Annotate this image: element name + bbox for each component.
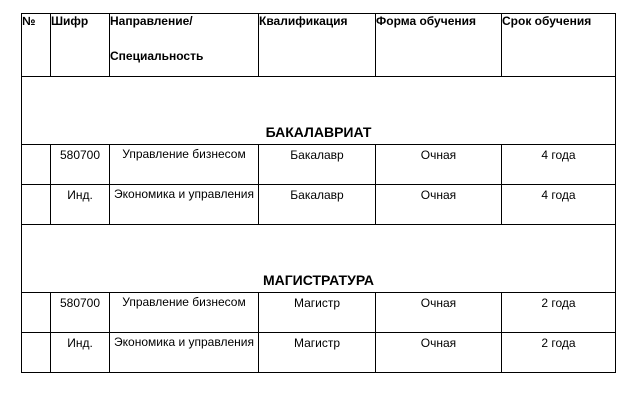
table-row bbox=[22, 145, 616, 185]
section-row-master bbox=[22, 225, 616, 293]
cell-code: Инд. bbox=[51, 185, 110, 225]
header-code: Шифр bbox=[51, 14, 110, 77]
programs-table bbox=[21, 13, 616, 373]
cell-qualification: Магистр bbox=[259, 293, 376, 333]
cell-code: 580700 bbox=[51, 293, 110, 333]
cell-name: Экономика и управления bbox=[110, 333, 259, 373]
cell-duration: 2 года bbox=[502, 333, 616, 373]
header-num: № bbox=[22, 14, 51, 77]
cell-name: Управление бизнесом bbox=[110, 145, 259, 185]
section-row-bachelor bbox=[22, 77, 616, 145]
cell-form: Очная bbox=[376, 185, 502, 225]
header-qualification: Квалификация bbox=[259, 14, 376, 77]
cell-form: Очная bbox=[376, 145, 502, 185]
cell-num bbox=[22, 293, 51, 333]
cell-qualification: Бакалавр bbox=[259, 185, 376, 225]
header-direction-line2: Специальность bbox=[110, 49, 204, 63]
cell-qualification: Бакалавр bbox=[259, 145, 376, 185]
table-row bbox=[22, 333, 616, 373]
cell-num bbox=[22, 185, 51, 225]
header-direction-line1: Направление/ bbox=[110, 14, 193, 28]
cell-name: Управление бизнесом bbox=[110, 293, 259, 333]
header-direction bbox=[110, 14, 259, 77]
cell-duration: 4 года bbox=[502, 185, 616, 225]
cell-code: 580700 bbox=[51, 145, 110, 185]
cell-form: Очная bbox=[376, 333, 502, 373]
cell-num bbox=[22, 145, 51, 185]
cell-num bbox=[22, 333, 51, 373]
header-row bbox=[22, 14, 616, 77]
cell-code: Инд. bbox=[51, 333, 110, 373]
header-study-form: Форма обучения bbox=[376, 14, 502, 77]
cell-form: Очная bbox=[376, 293, 502, 333]
cell-duration: 2 года bbox=[502, 293, 616, 333]
table-row bbox=[22, 185, 616, 225]
header-duration: Срок обучения bbox=[502, 14, 616, 77]
cell-qualification: Магистр bbox=[259, 333, 376, 373]
cell-duration: 4 года bbox=[502, 145, 616, 185]
section-title: МАГИСТРАТУРА bbox=[22, 225, 616, 293]
section-title: БАКАЛАВРИАТ bbox=[22, 77, 616, 145]
table-row bbox=[22, 293, 616, 333]
cell-name: Экономика и управления bbox=[110, 185, 259, 225]
